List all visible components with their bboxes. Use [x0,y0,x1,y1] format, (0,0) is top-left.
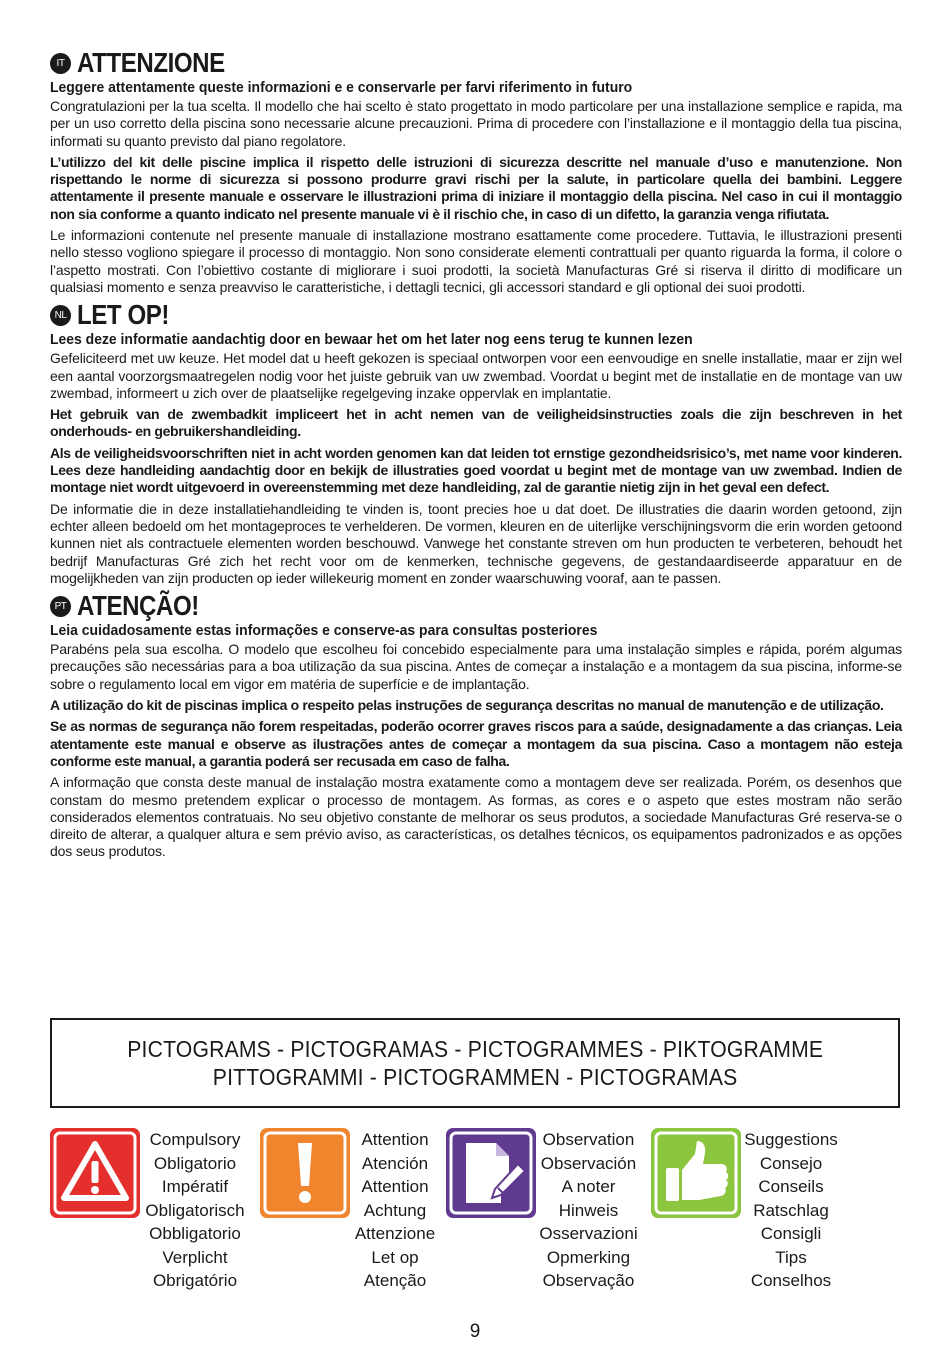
pictogram-label: Conseils [758,1177,824,1196]
pictogram-label: Tips [775,1247,807,1267]
document-body [50,48,902,865]
pictogram-label: Obrigatório [152,1271,238,1290]
pictogram-label: Let op [371,1247,419,1267]
thumbs-up-icon [651,1128,741,1218]
section-dutch [50,300,902,587]
paragraph-bold: Het gebruik van de zwembadkit impliceert het in acht nemen van de veiligheidsinstructies zoals die zijn beschreven in het onderhouds- en gebruikershandleiding. [50,406,902,440]
pictogram-label: Conselhos [750,1271,832,1290]
pictograms-heading-box [50,1018,900,1108]
pictogram-label: Atenção [363,1271,427,1290]
pictogram-label: Consigli [760,1224,822,1243]
pictogram-labels [140,1128,250,1293]
pictogram-label: A noter [561,1177,616,1196]
paragraph: Parabéns pela sua escolha. O modelo que escolheu foi concebido especialmente para uma instalação simples e rápida, porém algumas precauções são necessárias para a boa utilização da sua piscina. Antes de começar a instalação e a montagem da sua piscina, informe-se sobre o regulamento local em vigor em matéria de superfície e de implantação. [50,641,902,692]
pictogram-legend [50,1128,902,1298]
language-badge: PT [50,596,71,617]
pictogram-labels [536,1128,641,1293]
paragraph-bold: Se as normas de segurança não forem respeitadas, poderão ocorrer graves riscos para a saúde, designadamente a das crianças. Leia atentamente este manual e observe as ilustrações antes de começar a montagem da sua piscina. Caso a montagem não esteja conforme este manual, a garantia poderá ser recusada em caso de falha. [50,718,902,769]
language-badge: NL [50,305,71,326]
pictogram-label: Obligatorio [153,1153,237,1173]
paragraph: Le informazioni contenute nel presente manuale di installazione mostrano esattamente come procedere. Tuttavia, le illustrazioni presenti nello stesso vogliono spiegare il processo di montaggio. Non sono considerate elementi contrattuali per quanto riguarda la forma, il colore o l’aspetto mostrati. Con l’obiettivo costante di migliorare i suoi prodotti, la società Manufacturas Gré si riserva il diritto di modificare un qualsiasi momento e senza preavviso le caratteristiche, i dettagli tecnici, gli accessori standard e gli optional dei suoi prodotti. [50,227,902,295]
pictogram-label: Consejo [759,1153,823,1173]
section-title: LET OP! [77,299,169,331]
pictogram-observation [446,1128,641,1293]
section-title: ATENÇÃO! [77,590,199,622]
pictogram-label: Attention [361,1130,429,1149]
pictogram-label: Impératif [161,1177,229,1196]
paragraph: A informação que consta deste manual de instalação mostra exatamente como a montagem deve ser realizada. Porém, os desenhos que constam do mesmo pretendem explicar o processo de montagem. As formas, as cores e o aspeto que estes mostram não serão considerados elementos contratuais. No seu objetivo constante de melhorar os seus produtos, a sociedade Manufacturas Gré reserva-se o direito de alterar, a qualquer altura e sem prévio aviso, as características, os detalhes técnicos, os equipamentos padronizados e as opções dos seus produtos. [50,774,902,860]
pictogram-label: Observation [542,1130,635,1149]
section-subtitle: Lees deze informatie aandachtig door en bewaar het om het later nog eens terug te kunnen lezen [50,331,693,349]
section-heading [50,591,902,621]
section-heading [50,300,902,330]
section-portuguese [50,591,902,861]
note-pencil-icon [446,1128,536,1218]
exclamation-icon [260,1128,350,1218]
paragraph: Congratulazioni per la tua scelta. Il modello che hai scelto è stato progettato in modo particolare per una installazione semplice e rapida, ma per un uso corretto della piscina sono necessarie alcune precauzioni. Prima di procedere con l’installazione e il montaggio della tua piscina, informati su quanto previsto dal piano regolatore. [50,98,902,149]
paragraph: De informatie die in deze installatiehandleiding te vinden is, toont precies hoe u dat doet. De illustraties die daarin worden getoond, zijn echter alleen bedoeld om het montageproces te verhelderen. De vormen, kleuren en de uiterlijke verschijningsvorm die erin worden getoond kunnen niet als contractuele elementen worden beschouwd. Vanwege het constante streven om hun producten te verbeteren, behoudt het bedrijf Manufacturas Gré zich het recht voor om de kenmerken, technische gegevens, de gestandaardiseerde apparatuur en de mogelijkheden van zijn producten op ieder willekeurig moment en zonder waarschuwing vooraf, aan te passen. [50,500,902,586]
warning-triangle-icon [50,1128,140,1218]
pictogram-label: Compulsory [149,1130,241,1149]
language-badge: IT [50,53,71,74]
pictogram-label: Hinweis [558,1200,619,1220]
paragraph: Gefeliciteerd met uw keuze. Het model dat u heeft gekozen is speciaal ontworpen voor een eenvoudige en snelle installatie, maar er zijn wel een aantal voorzorgsmaatregelen nodig voor het juiste gebruik van uw zwembad. Voordat u begint met de installatie en de montage van uw zwembad, informeert u zich over de plaatselijke regelgeving inzake oppervlak en implantatie. [50,350,902,401]
pictogram-label: Attention [361,1177,429,1196]
section-italian [50,48,902,296]
pictograms-heading-line: PITTOGRAMMI - PICTOGRAMMEN - PICTOGRAMAS [212,1064,738,1090]
paragraph-bold: Als de veiligheidsvoorschriften niet in acht worden genomen kan dat leiden tot ernstige gezondheidsrisico’s, met name voor kinderen. Lees deze handleiding aandachtig door en bekijk de illustraties goed voordat u begint met de montage van uw zwembad. Indien de montage niet wordt uitgevoerd in overeenstemming met deze handleiding, zal de garantie nietig zijn in het geval een defect. [50,444,902,496]
pictogram-label: Opmerking [546,1247,631,1267]
pictogram-label: Atención [361,1153,429,1173]
pictogram-labels [741,1128,841,1293]
page-number: 9 [469,1321,481,1342]
pictogram-label: Osservazioni [539,1224,638,1243]
pictogram-label: Suggestions [744,1130,838,1149]
section-heading [50,48,902,78]
pictogram-label: Ratschlag [753,1200,829,1220]
section-subtitle: Leggere attentamente queste informazioni e e conservarle per farvi riferimento in futuro [50,79,633,96]
section-title: ATTENZIONE [77,47,225,78]
pictogram-labels [350,1128,440,1293]
paragraph-bold: L’utilizzo del kit delle piscine implica il rispetto delle istruzioni di sicurezza descritte nel manuale d’uso e manutenzione. Non rispettando le norme di sicurezza si possono produrre gravi rischi per la salute, in particolare quella dei bambini. Leggere attentamente il presente manuale e osservare le illustrazioni prima di iniziare il montaggio della piscina. Nel caso in cui il montaggio non sia conforme a quanto indicato nel presente manuale vi è il rischio che, in caso di un difetto, la garanzia venga rifiutata. [50,153,902,222]
pictogram-compulsory [50,1128,250,1293]
pictogram-attention [260,1128,440,1293]
pictogram-label: Achtung [363,1200,427,1220]
pictogram-suggestions [651,1128,841,1293]
paragraph-bold: A utilização do kit de piscinas implica o respeito pelas instruções de segurança descritas no manual de manutenção e de utilização. [50,697,884,714]
pictograms-heading-line: PICTOGRAMS - PICTOGRAMAS - PICTOGRAMMES - PIKTOGRAMME [127,1036,823,1062]
pictogram-label: Observación [540,1153,637,1173]
pictogram-label: Obbligatorio [149,1224,241,1243]
pictogram-label: Obligatorisch [145,1200,245,1220]
pictogram-label: Observação [542,1271,635,1290]
section-subtitle: Leia cuidadosamente estas informações e conserve-as para consultas posteriores [50,622,598,640]
pictogram-label: Attenzione [354,1224,436,1243]
pictogram-label: Verplicht [162,1247,228,1267]
